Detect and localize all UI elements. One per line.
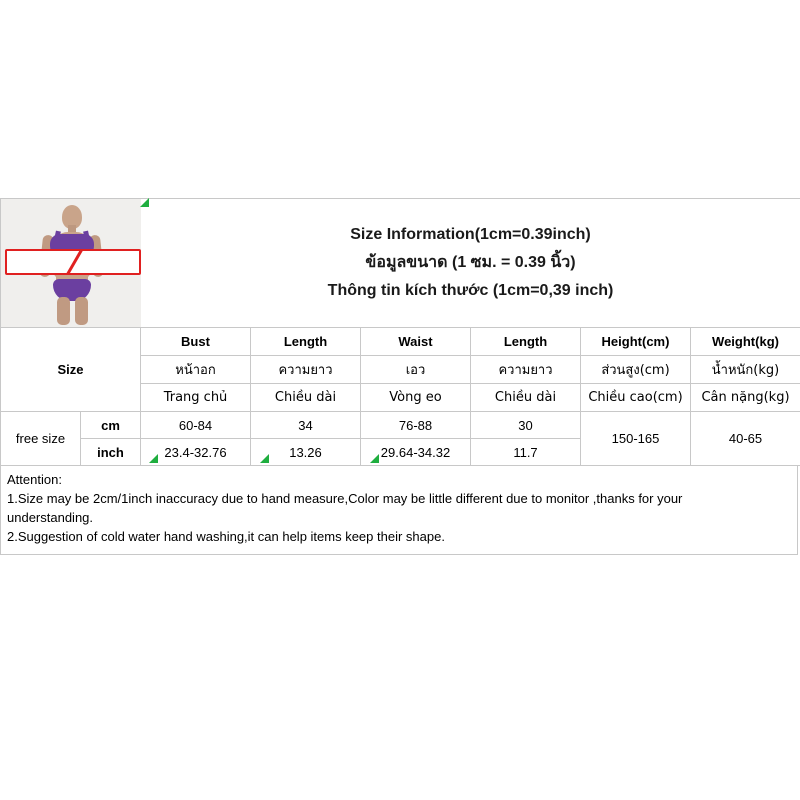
model-right-leg: [75, 297, 88, 325]
size-chart-container: [0, 198, 800, 555]
model-photo: [1, 199, 141, 327]
attention-title: Attention:: [7, 472, 62, 487]
banner-line-en: Size Information(1cm=0.39inch): [350, 226, 591, 243]
banner-line-vi: Thông tin kích thước (1cm=0,39 inch): [327, 282, 614, 299]
product-image-cell: [1, 199, 141, 328]
column-header-en-3: Length: [471, 328, 581, 356]
value-length2-inch: 11.7: [471, 439, 581, 466]
row-label-free-size: free size: [1, 412, 81, 466]
size-title-cell: [1, 328, 141, 412]
size-information-table: [0, 198, 800, 466]
table-row: [1, 199, 800, 328]
value-length2-cm: 30: [471, 412, 581, 439]
value-waist-cm: 76-88: [361, 412, 471, 439]
value-bust-cm: 60-84: [141, 412, 251, 439]
unit-cell-cm: cm: [81, 412, 141, 439]
value-weight: 40-65: [691, 412, 800, 466]
censor-bar-icon: [5, 249, 141, 275]
attention-note: [0, 466, 798, 555]
banner-line-th: ข้อมูลขนาด (1 ซม. = 0.39 นิ้ว): [365, 254, 576, 271]
banner-cell: [141, 199, 800, 328]
value-bust-inch: 23.4-32.76: [141, 439, 251, 466]
value-length1-inch: 13.26: [251, 439, 361, 466]
size-title-label: Size: [57, 362, 84, 377]
value-length1-cm: 34: [251, 412, 361, 439]
column-header-th-3: ความยาว: [471, 356, 581, 384]
column-header-vi-3: Chiều dài: [471, 384, 581, 412]
attention-line-1: 1.Size may be 2cm/1inch inaccuracy due to hand measure,Color may be little different due to monitor ,thanks for your: [7, 491, 683, 506]
banner-text-block: [141, 221, 800, 305]
attention-line-3: 2.Suggestion of cold water hand washing,it can help items keep their shape.: [7, 529, 445, 544]
value-height: 150-165: [581, 412, 691, 466]
column-header-vi-5: Cân nặng(kg): [691, 384, 800, 412]
column-header-th-4: ส่วนสูง(cm): [581, 356, 691, 384]
column-header-th-1: ความยาว: [251, 356, 361, 384]
column-header-en-2: Waist: [361, 328, 471, 356]
column-header-th-2: เอว: [361, 356, 471, 384]
attention-line-2: understanding.: [7, 510, 94, 525]
column-header-en-0: Bust: [141, 328, 251, 356]
column-header-vi-2: Vòng eo: [361, 384, 471, 412]
table-row: [1, 328, 800, 356]
table-row: [1, 412, 800, 439]
column-header-vi-0: Trang chủ: [141, 384, 251, 412]
column-header-en-5: Weight(kg): [691, 328, 800, 356]
column-header-vi-4: Chiều cao(cm): [581, 384, 691, 412]
column-header-en-1: Length: [251, 328, 361, 356]
model-left-leg: [57, 297, 70, 325]
column-header-vi-1: Chiều dài: [251, 384, 361, 412]
value-waist-inch: 29.64-34.32: [361, 439, 471, 466]
column-header-th-5: น้ำหนัก(kg): [691, 356, 800, 384]
column-header-th-0: หน้าอก: [141, 356, 251, 384]
unit-cell-inch: inch: [81, 439, 141, 466]
column-header-en-4: Height(cm): [581, 328, 691, 356]
